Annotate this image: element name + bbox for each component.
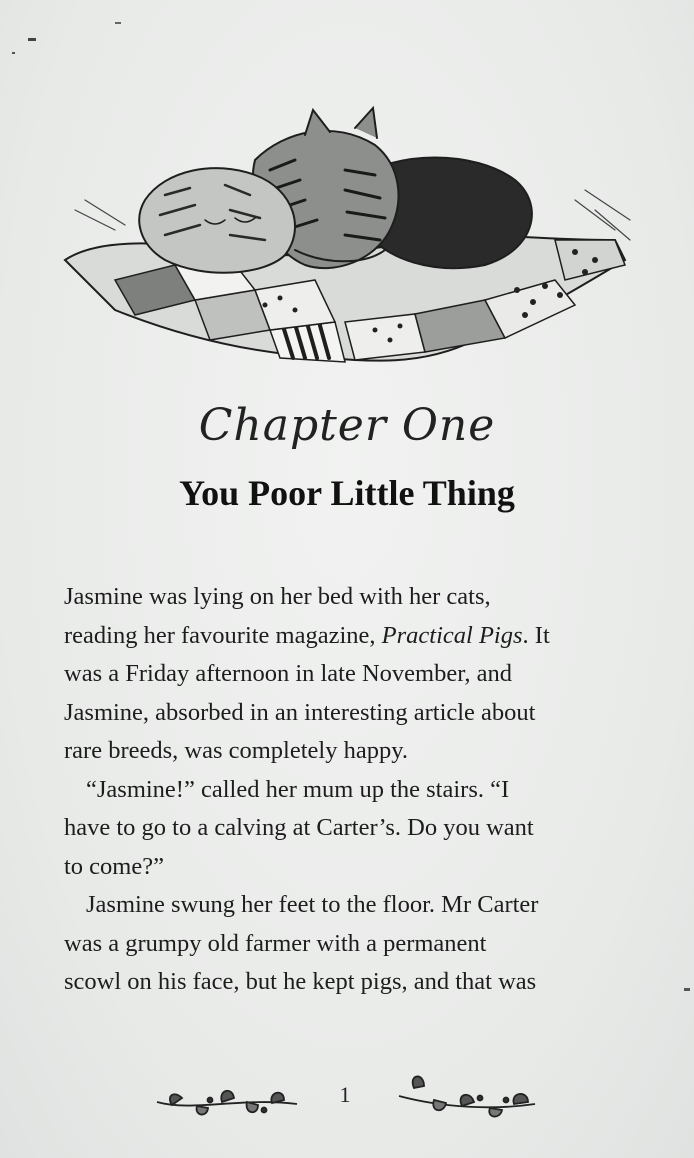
text-line: have to go to a calving at Carter’s. Do you want [64, 814, 534, 841]
chapter-title: You Poor Little Thing [179, 473, 515, 513]
text-line: was a Friday afternoon in late November, and [64, 660, 513, 687]
text-line [64, 617, 624, 656]
text-line: Jasmine was lying on her bed with her cats, [64, 583, 491, 610]
magazine-title: Practical Pigs [381, 621, 523, 649]
text-line-start: reading her favourite magazine, [64, 621, 382, 649]
leafy-vine-ornament-icon [394, 1068, 540, 1120]
text-line: “Jasmine!” called her mum up the stairs. “I [86, 775, 510, 803]
text-line: was a grumpy old farmer with a permanent [64, 929, 487, 957]
paragraph-1 [64, 578, 624, 771]
chapter-label: Chapter One [198, 400, 496, 451]
text-line: Jasmine swung her feet to the floor. Mr Carter [86, 891, 539, 918]
text-line: scowl on his face, but he kept pigs, and that was [64, 968, 537, 995]
page-number: 1 [339, 1082, 351, 1107]
paragraph-2 [64, 771, 624, 887]
sleeping-cats-on-quilt-illustration [55, 90, 635, 390]
text-line: Jasmine, absorbed in an interesting article about [64, 698, 536, 726]
paragraph-3 [64, 886, 624, 1002]
text-line-end: . It [522, 621, 550, 649]
leafy-vine-ornament-icon [152, 1072, 302, 1122]
text-line: to come?” [64, 852, 164, 880]
text-line: rare breeds, was completely happy. [64, 737, 408, 764]
chapter-body-text [64, 578, 624, 1002]
